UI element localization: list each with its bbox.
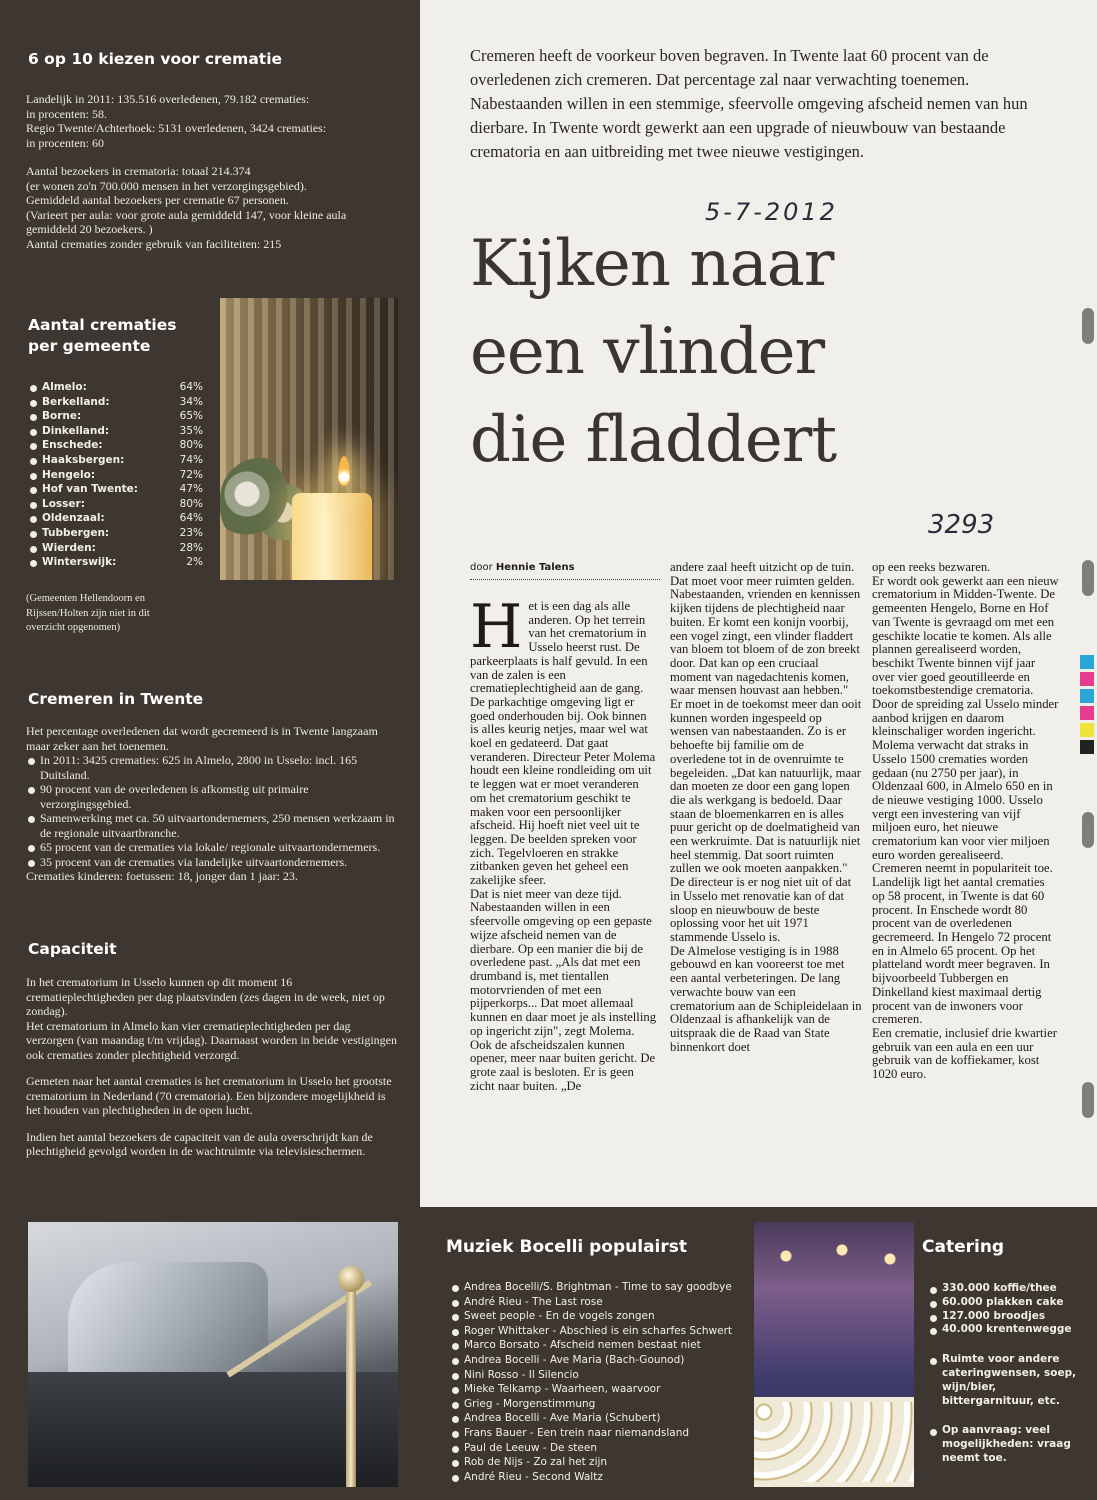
- list-item: Dinkelland: 35%: [28, 424, 203, 439]
- stat-line: Aantal crematies zonder gebruik van faciliteiten: 215: [26, 236, 282, 251]
- candle-photo: [220, 298, 398, 580]
- list-item: Marco Borsato - Afscheid nemen bestaat niet: [450, 1338, 750, 1353]
- stat-line: in procenten: 58.: [26, 106, 107, 121]
- section-title-cremeren-twente: Cremeren in Twente: [28, 690, 204, 708]
- section-title-catering: Catering: [922, 1237, 1005, 1257]
- list-item: In 2011: 3425 crematies: 625 in Almelo, 2800 in Usselo: incl. 165 Duitsland.: [26, 753, 398, 782]
- registration-mark: [1082, 560, 1094, 596]
- list-item: 40.000 krentenweggе: [928, 1323, 1078, 1337]
- stat-line: in procenten: 60: [26, 135, 104, 150]
- article-headline: Kijken naar een vlinder die fladdert: [470, 227, 837, 477]
- stat-line: Landelijk in 2011: 135.516 overledenen, 79.182 crematies:: [26, 92, 310, 106]
- article-column-2: [670, 561, 862, 1054]
- list-item: Op aanvraag: veel mogelijkheden: vraag neemt toe.: [928, 1424, 1078, 1465]
- stat-line: gemiddeld 20 bezoekers. ): [26, 222, 153, 236]
- paragraph: Het crematorium in Almelo kan vier crematieplechtigheden per dag verzorgen (van maandag t/m vrijdag). Daarnaast worden in beide vestigingen ook crematies zonder plechtigheid verzorgd.: [26, 1018, 397, 1062]
- list-item: Haaksbergen: 74%: [28, 453, 203, 468]
- section-title-capaciteit: Capaciteit: [28, 940, 117, 958]
- article-column-3: [872, 561, 1060, 1082]
- list-item: Andrea Bocelli/S. Brightman - Time to say goodbye: [450, 1280, 750, 1295]
- stat-line: (Varieert per aula: voor grote aula gemiddeld 147, voor kleine aula: [26, 207, 347, 222]
- byline: door Hennie Talens: [470, 562, 660, 580]
- outro-text: Crematies kinderen: foetussen: 18, jonger dan 1 jaar: 23.: [26, 869, 298, 883]
- article-column-1: [470, 592, 658, 1093]
- list-item: Sweet people - En de vogels zongen: [450, 1309, 750, 1324]
- registration-mark: [1082, 812, 1094, 848]
- list-item: Enschede: 80%: [28, 438, 203, 453]
- list-item: 35 procent van de crematies via landelijke uitvaartondernemers.: [26, 855, 398, 870]
- list-item: Frans Bauer - Een trein naar niemandsland: [450, 1426, 750, 1441]
- list-item: Samenwerking met ca. 50 uitvaartondernemers, 250 mensen werkzaam in de regionale uitvaartbranche.: [26, 811, 398, 840]
- column-text: et is een dag als alle anderen. Op het terrein van het crematorium in Usselo heerst rust. De parkeerplaats is half gevuld. In een van de zalen is een crematieplechtigheid aan de gang. De parkachtige omgeving ligt er goed onderhouden bij. Ook binnen is alles keurig netjes, maar wel wat koel en gedateerd. Dat gaat veranderen. Directeur Peter Molema houdt een kleine rondleiding om uit te leggen wat er moet veranderen om het crematorium geschikt te maken voor een persoonlijker afscheid. Hij hoeft niet veel uit te leggen. De beelden spreken voor zich. Tegelvloeren en strakke zitbanken geven het geheel een zakelijke sfeer. Dat is niet meer van deze tijd. Nabestaanden willen in een sfeervolle omgeving op een gepaste wijze afscheid nemen van de dierbare. Op een manier die bij de overledene past. „Als dat met een drumband is, met tientallen motorvrienden of met een pijperkorps... Dat moet allemaal kunnen en daar moet je als instelling op ingericht zijn", zegt Molema. Ook de afscheidszalen kunnen opener, meer naar buiten gericht. De grote zaal is besloten. Er is geen zicht naar buiten. „De: [470, 599, 657, 1093]
- coffee-hall-photo: [754, 1222, 914, 1487]
- list-item: Paul de Leeuw - De steen: [450, 1441, 750, 1456]
- column-text: op een reeks bezwaren. Er wordt ook gewerkt aan een nieuw crematorium in Midden-Twente. De gemeenten Hengelo, Borne en Hof van Twente is gevraagd om met een geschikte locatie te komen. Als alle plannen gerealiseerd worden, beschikt Twente binnen vijf jaar over vier goed geoutilleerde en toekomstbestendige crematoria. Door de spreiding zal Usselo minder aanbod krijgen en daarom kleinschaliger worden ingericht. Molema verwacht dat straks in Usselo 1500 crematies worden gedaan (nu 2750 per jaar), in Oldenzaal 600, in Almelo 650 en in de nieuwe vestiging 1000. Usselo vergt een investering van vijf miljoen euro, het nieuwe crematorium kan voor vier miljoen euro worden gerealiseerd. Cremeren neemt in populariteit toe. Landelijk ligt het aantal crematies op 58 procent, in Twente is dat 60 procent. In Enschede wordt 80 procent van de overledenen gecremeerd. In Hengelo 72 procent en in Almelo 65 procent. Op het platteland wordt meer begraven. In bijvoorbeeld Tubbergen en Dinkelland kiest maximaal dertig procent van de inwoners voor cremeren. Een crematie, inclusief drie kwartier gebruik van een aula en een uur gebruik van de koffiekamer, kost 1020 euro.: [872, 560, 1059, 1082]
- list-item: 330.000 koffie/thee: [928, 1282, 1078, 1296]
- handwritten-date: 5-7-2012: [705, 198, 838, 226]
- paragraph: Indien het aantal bezoekers de capaciteit van de aula overschrijdt kan de plechtigheid gevolgd worden in de wachtruimte via televisieschermen.: [26, 1129, 373, 1158]
- gemeente-list: [28, 380, 203, 570]
- paragraph: Gemeten naar het aantal crematies is het crematorium in Usselo het grootste crematorium in Nederland (70 crematoria). Een bijzondere mogelijkheid is het houden van plechtigheden in de open lucht.: [26, 1074, 392, 1117]
- list-item: Hof van Twente: 47%: [28, 482, 203, 497]
- author-name: Hennie Talens: [495, 562, 575, 573]
- stat-line: Regio Twente/Achterhoek: 5131 overledenen, 3424 crematies:: [26, 121, 327, 135]
- list-item: Almelo: 64%: [28, 380, 203, 395]
- section-title-muziek: Muziek Bocelli populairst: [446, 1237, 688, 1257]
- column-text: andere zaal heeft uitzicht op de tuin. Dat moet voor meer ruimten gelden. Nabestaanden, vrienden en kennissen kijken tijdens de plechtigheid naar buiten. Er komt een konijn voorbij, een vogel zingt, een vlinder fladdert van bloem tot bloem of de zon breekt door. Dat kan op een cruciaal moment van nagedachtenis komen, waar mensen houvast aan hebben." Er moet in de toekomst meer dan ooit kunnen worden ingespeeld op wensen van nabestaanden. Zo is er behoefte bij familie om de overledene tot in de ovenruimte te begeleiden. „Dat kan natuurlijk, maar dan moeten ze door een gang lopen die als werkgang is bedoeld. Daar staan de bloemenkarren en is alles puur gericht op de doelmatigheid van een werkruimte. Dat is natuurlijk niet heel stemmig. Dat soort ruimten zullen we ook moeten aanpakken." De directeur is er nog niet uit of dat in Usselo met renovatie kan of dat sloop en nieuwbouw de beste oplossing voor het uit 1971 stammende Usselo is. De Almelose vestiging is in 1988 gebouwd en kan vooreerst toe met een aantal verbeteringen. De lang verwachte bouw van een crematorium aan de Schipleidelaan in Oldenzaal is afhankelijk van de uitspraak die de Raad van State binnenkort doet: [670, 560, 862, 1054]
- section-title-per-gemeente: Aantal crematies per gemeente: [28, 316, 177, 355]
- list-item: Tubbergen: 23%: [28, 526, 203, 541]
- color-swatch-black: [1080, 740, 1094, 754]
- list-item: André Rieu - The Last rose: [450, 1295, 750, 1310]
- list-item: André Rieu - Second Waltz: [450, 1470, 750, 1485]
- intro-text: Het percentage overledenen dat wordt gecremeerd is in Twente langzaam maar zeker aan het toenemen.: [26, 724, 378, 753]
- color-swatch-magenta: [1080, 706, 1094, 720]
- hearse-photo: [28, 1222, 398, 1487]
- list-item: Ruimte voor andere cateringwensen, soep, wijn/bier, bittergarnituur, etc.: [928, 1353, 1078, 1408]
- color-swatch-cyan: [1080, 689, 1094, 703]
- paragraph: In het crematorium in Usselo kunnen op dit moment 16 crematieplechtigheden per dag plaatsvinden (zes dagen in de week, niet op zondag).: [26, 975, 385, 1018]
- stat-line: Aantal bezoekers in crematoria: totaal 214.374: [26, 164, 251, 178]
- muziek-list: [450, 1280, 750, 1484]
- list-item: Winterswijk: 2%: [28, 555, 203, 570]
- list-item: Nini Rosso - Il Silencio: [450, 1368, 750, 1383]
- color-swatch-cyan: [1080, 655, 1094, 669]
- crematie-stats: [26, 92, 406, 251]
- list-item: Hengelo: 72%: [28, 468, 203, 483]
- list-item: 60.000 plakken cake: [928, 1296, 1078, 1310]
- list-item: Borne: 65%: [28, 409, 203, 424]
- gemeente-note: (Gemeenten Hellendoorn en Rijssen/Holten zijn niet in dit overzicht opgenomen): [26, 593, 150, 633]
- list-item: Losser: 80%: [28, 497, 203, 512]
- info-sidebar: [0, 0, 420, 1207]
- list-item: Berkelland: 34%: [28, 395, 203, 410]
- list-item: Roger Whittaker - Abschied is ein scharfes Schwert: [450, 1324, 750, 1339]
- cremeren-bullets: [26, 753, 398, 869]
- handwritten-number: 3293: [928, 510, 995, 540]
- list-item: Oldenzaal: 64%: [28, 511, 203, 526]
- cremeren-twente-body: [26, 724, 398, 884]
- registration-mark: [1082, 308, 1094, 344]
- stat-line: (er wonen zo'n 700.000 mensen in het verzorgingsgebied).: [26, 178, 307, 193]
- article-lead: Cremeren heeft de voorkeur boven begraven. In Twente laat 60 procent van de overledenen zich cremeren. Dat percentage zal naar verwachting toenemen. Nabestaanden willen in een stemmige, sfeervolle omgeving afscheid nemen van hun dierbare. In Twente wordt gewerkt aan een upgrade of nieuwbouw van bestaande crematoria en aan uitbreiding met twee nieuwe vestigingen.: [470, 46, 1028, 161]
- list-item: 127.000 broodjes: [928, 1310, 1078, 1324]
- list-item: Andrea Bocelli - Ave Maria (Schubert): [450, 1411, 750, 1426]
- list-item: 65 procent van de crematies via lokale/ regionale uitvaartondernemers.: [26, 840, 398, 855]
- dropcap: H: [470, 592, 523, 662]
- capaciteit-body: [26, 975, 398, 1159]
- color-swatch-magenta: [1080, 672, 1094, 686]
- registration-mark: [1082, 1082, 1094, 1118]
- list-item: Wierden: 28%: [28, 541, 203, 556]
- section-title-crematie: 6 op 10 kiezen voor crematie: [28, 50, 283, 68]
- color-swatch-yellow: [1080, 723, 1094, 737]
- list-item: 90 procent van de overledenen is afkomstig uit primaire verzorgingsgebied.: [26, 782, 398, 811]
- list-item: Rob de Nijs - Zo zal het zijn: [450, 1455, 750, 1470]
- stat-line: Gemiddeld aantal bezoekers per crematie 67 personen.: [26, 193, 289, 207]
- list-item: Grieg - Morgenstimmung: [450, 1397, 750, 1412]
- list-item: Mieke Telkamp - Waarheen, waarvoor: [450, 1382, 750, 1397]
- catering-list: [928, 1282, 1078, 1466]
- list-item: Andrea Bocelli - Ave Maria (Bach-Gounod): [450, 1353, 750, 1368]
